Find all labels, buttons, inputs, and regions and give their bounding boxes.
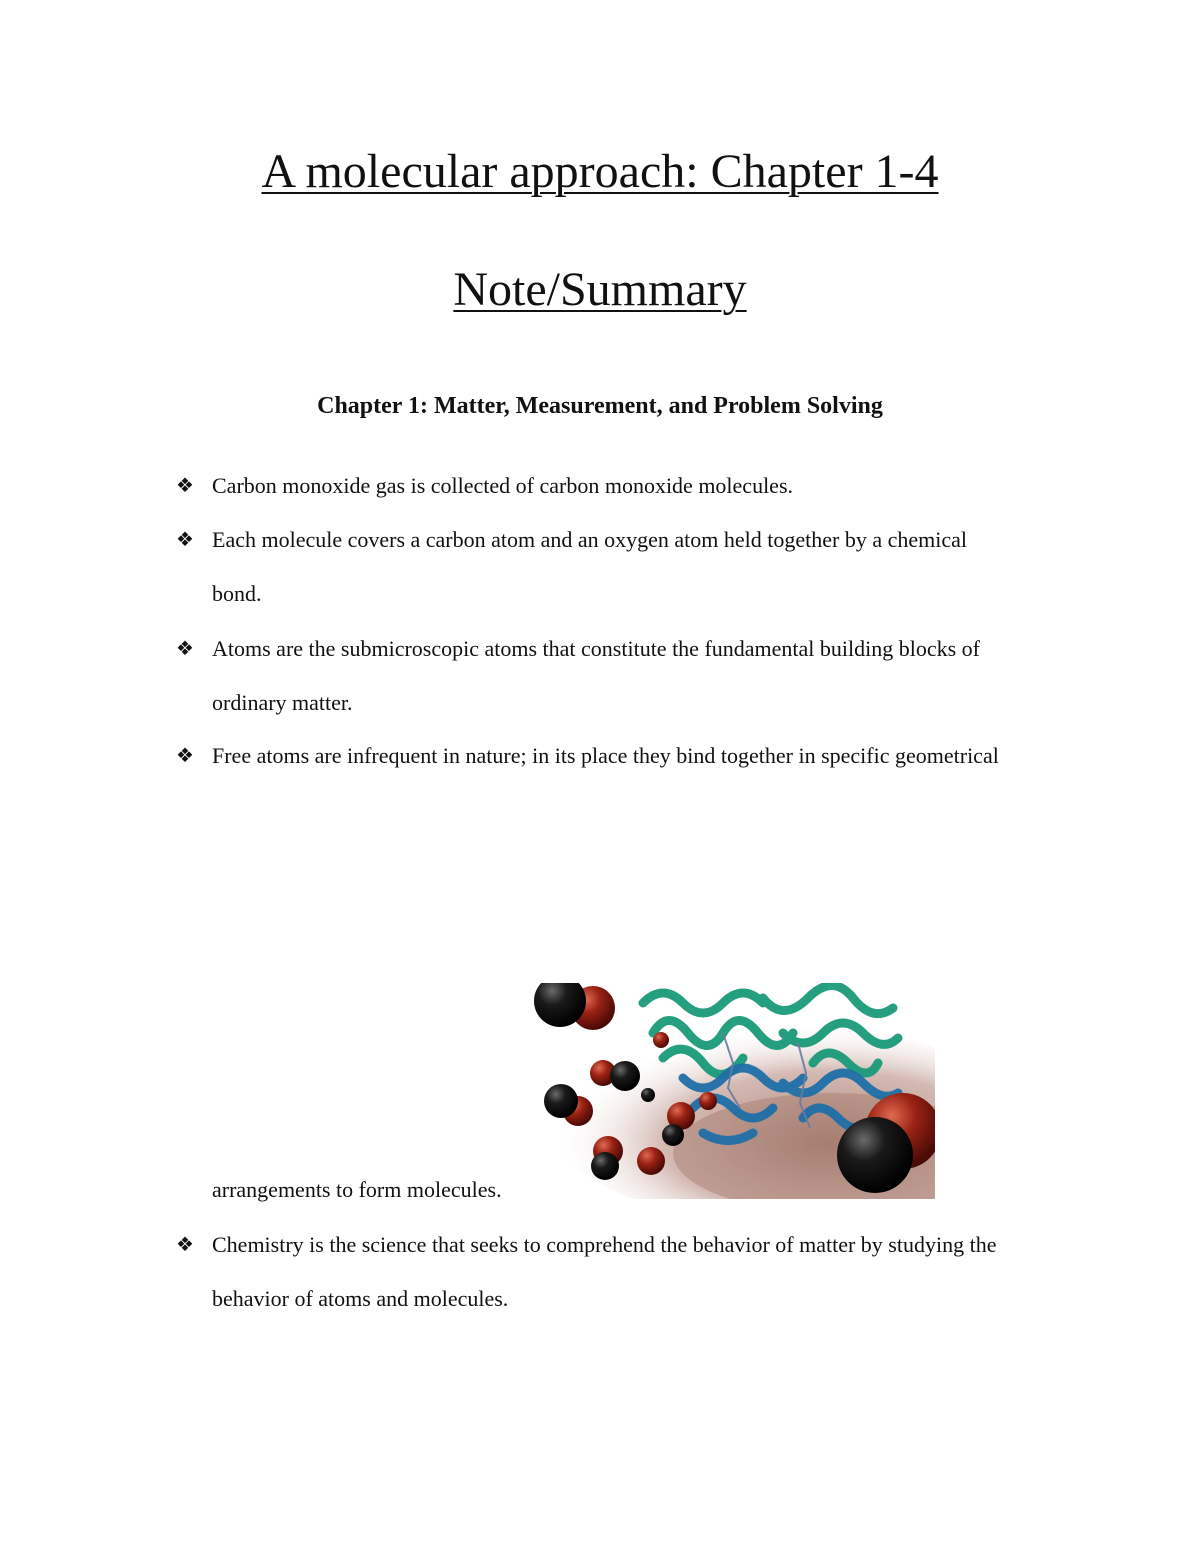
molecule-illustration-icon xyxy=(533,983,935,1199)
bullet-icon: ❖ xyxy=(176,529,194,551)
bullet-icon: ❖ xyxy=(176,1234,194,1256)
document-title: A molecular approach: Chapter 1-4 xyxy=(261,145,939,198)
bullet-text-continuation: bond. xyxy=(212,581,262,606)
bullet-text: Carbon monoxide gas is collected of carbon monoxide molecules. xyxy=(212,473,794,498)
bullet-text-continuation: behavior of atoms and molecules. xyxy=(212,1286,509,1311)
bullet-text: Atoms are the submicroscopic atoms that constitute the fundamental building blocks of xyxy=(212,636,981,661)
bullet-text: Each molecule covers a carbon atom and an oxygen atom held together by a chemical xyxy=(212,527,968,552)
bullet-icon: ❖ xyxy=(176,638,194,660)
document-subtitle: Note/Summary xyxy=(453,263,747,316)
molecule-protein-illustration xyxy=(533,983,935,1199)
bullet-text-continuation: ordinary matter. xyxy=(212,690,353,715)
bullet-icon: ❖ xyxy=(176,475,194,497)
bullet-text: Chemistry is the science that seeks to comprehend the behavior of matter by studying the xyxy=(212,1232,997,1257)
bullet-icon: ❖ xyxy=(176,745,194,767)
bullet-text: Free atoms are infrequent in nature; in its place they bind together in specific geometrical xyxy=(212,743,999,768)
chapter-heading: Chapter 1: Matter, Measurement, and Problem Solving xyxy=(317,393,883,419)
bullet-text-continuation: arrangements to form molecules. xyxy=(212,1177,502,1202)
